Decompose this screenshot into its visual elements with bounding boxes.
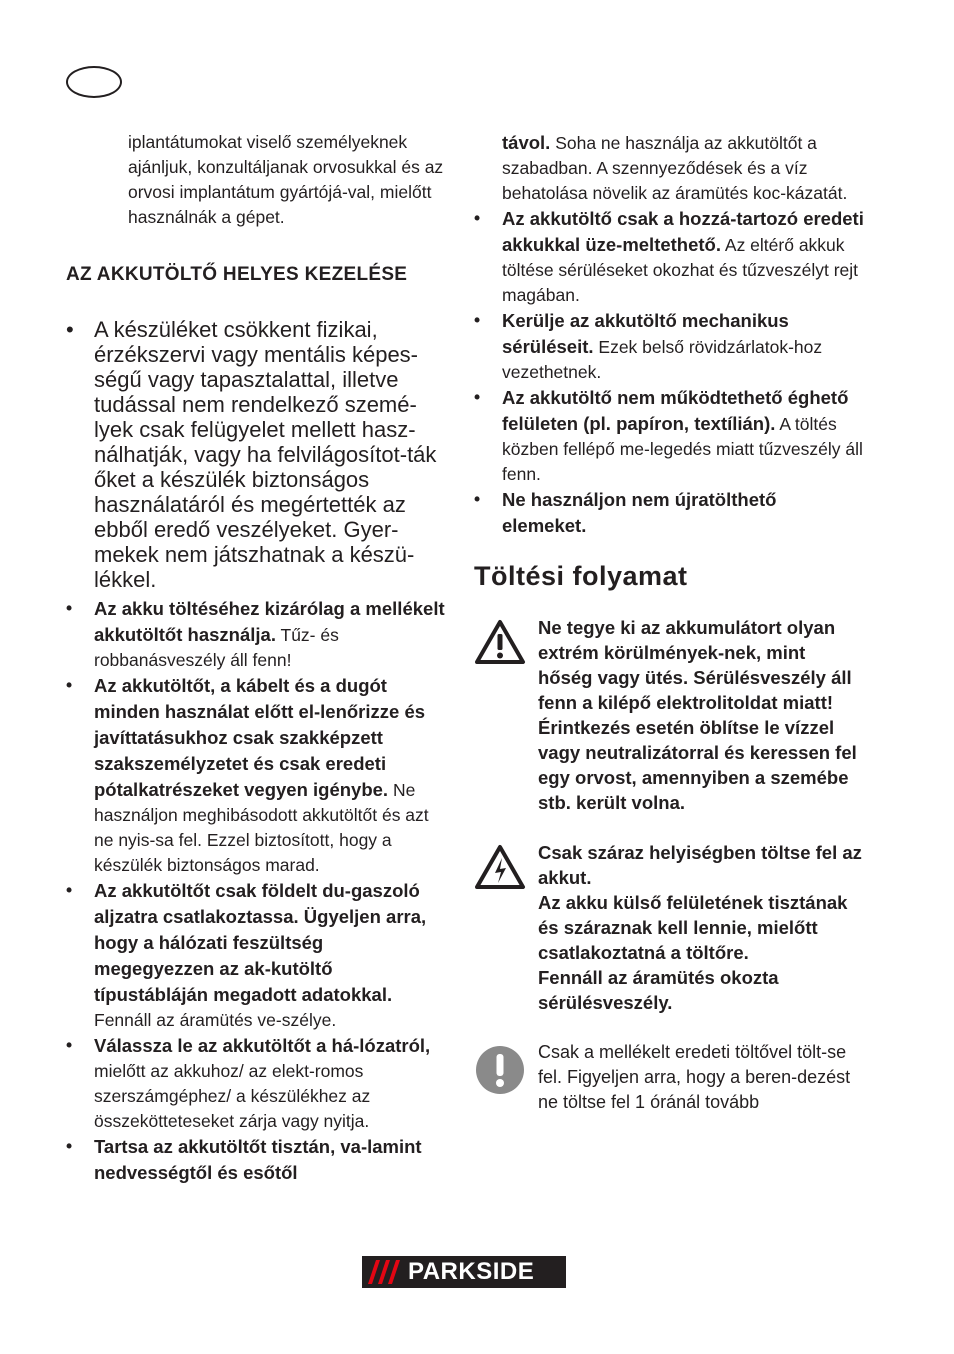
exclamation-circle-icon xyxy=(474,1044,526,1090)
list-item: • Az akkutöltő nem működtethető éghető felületen (pl. papíron, textílián). A töltés közben fellépő me-legedés miatt tűzveszély áll fenn. xyxy=(474,387,863,484)
left-safety-list xyxy=(66,596,448,1186)
info-notice xyxy=(474,1040,864,1115)
left-continuation-text: iplantátumokat viselő személyeknek ajánljuk, konzultáljanak orvosukkal és az orvosi implantátum gyártójá-val, mielőtt használnák a gépet. xyxy=(128,132,444,227)
list-item: • Kerülje az akkutöltő mechanikus sérüléseit. Ezek belső rövidzárlatok-hoz vezethetnek. xyxy=(474,310,823,382)
list-item: • Tartsa az akkutöltőt tisztán, va-lamint nedvességtől és esőtől xyxy=(66,1136,422,1183)
warning-triangle-icon xyxy=(474,619,526,665)
warning-notice xyxy=(474,615,864,815)
bullet-dot: • xyxy=(66,317,74,342)
intro-bullet xyxy=(66,317,448,592)
right-continuation-text: távol. Soha ne használja az akkutöltőt a szabadban. A szennyeződések és a víz behatolása növelik az áramütés koc-kázatát. xyxy=(502,132,848,203)
electric-notice-line-1: Csak száraz helyiségben töltse fel az akkut. xyxy=(538,842,862,888)
electric-notice-line-3: Fennáll az áramütés okozta sérülésveszély. xyxy=(538,967,779,1013)
right-safety-list xyxy=(474,206,864,539)
electric-hazard-icon xyxy=(474,844,526,890)
electric-notice-line-2: Az akku külső felületének tisztának és száraznak kell lennie, mielőtt csatlakoztatná a töltőre. xyxy=(538,892,848,963)
parkside-logo xyxy=(362,1256,566,1288)
warning-notice-text: Ne tegye ki az akkumulátort olyan extrém körülmények-nek, mint hőség vagy ütés. Sérülésveszély áll fenn a kilépő elektrolitoldat miatt! Érintkezés esetén öblítse le vízzel vagy neutralizátorral és keressen fel egy orvost, amennyiben a szemébe stb. került volna. xyxy=(538,617,857,813)
intro-bullet-text: A készüléket csökkent fizikai, érzékszervi vagy mentális képes-ségű vagy tapasztalattal, illetve tudással nem rendelkező szemé-lyek csak felügyelet mellett hasz-nálhatják, vagy ha felvilágosítot-ták őket a készülék biztonságos használatáról és megértették az ebből eredő veszélyeket. Gyer-mekek nem játszhatnak a készü-lékkel. xyxy=(94,317,437,592)
logo-slashes-icon xyxy=(362,1256,406,1288)
list-item: • Az akkutöltőt csak földelt du-gaszoló aljzatra csatlakoztassa. Ügyeljen arra, hogy a hálózati feszültség megegyezzen az ak-kutöltő típustábláján megadott adatokkal. Fennáll az áramütés ve-szélye. xyxy=(66,880,427,1030)
list-item: • Ne használjon nem újratölthető elemeket. xyxy=(474,489,777,536)
electric-notice xyxy=(474,840,864,1015)
section-title: AZ AKKUTÖLTŐ HELYES KEZELÉSE xyxy=(66,264,408,285)
list-item: • Az akku töltéséhez kizárólag a mellékelt akkutöltőt használja. Tűz- és robbanásveszély áll fenn! xyxy=(66,598,445,670)
left-column xyxy=(66,130,448,1186)
brand-name: PARKSIDE xyxy=(408,1258,535,1285)
list-item: • Az akkutöltő csak a hozzá-tartozó eredeti akkukkal üze-meltethető. Az eltérő akkuk töltése sérüléseket okozhat és tűzveszélyt rejt magában. xyxy=(474,208,864,305)
language-badge xyxy=(66,66,122,98)
list-item: • Az akkutöltőt, a kábelt és a dugót minden használat előtt el-lenőrizze és javíttatásukhoz csak szakképzett szakszemélyzetet és csak eredeti pótalkatrészeket vegyen igénybe. Ne használjon meghibásodott akkutöltőt és azt ne nyis-sa fel. Ezzel biztosított, hogy a készülék biztonságos marad. xyxy=(66,675,429,875)
list-item: • Válassza le az akkutöltőt a há-lózatról, mielőtt az akkuhoz/ az elekt-romos szerszámgéphez/ a készülékhez az összekötteteseket zárja vagy nyitja. xyxy=(66,1035,431,1131)
charging-heading: Töltési folyamat xyxy=(474,561,688,591)
info-notice-text: Csak a mellékelt eredeti töltővel tölt-se fel. Figyeljen arra, hogy a beren-dezést ne töltse fel 1 óránál tovább xyxy=(538,1042,851,1112)
right-column xyxy=(474,130,864,1140)
